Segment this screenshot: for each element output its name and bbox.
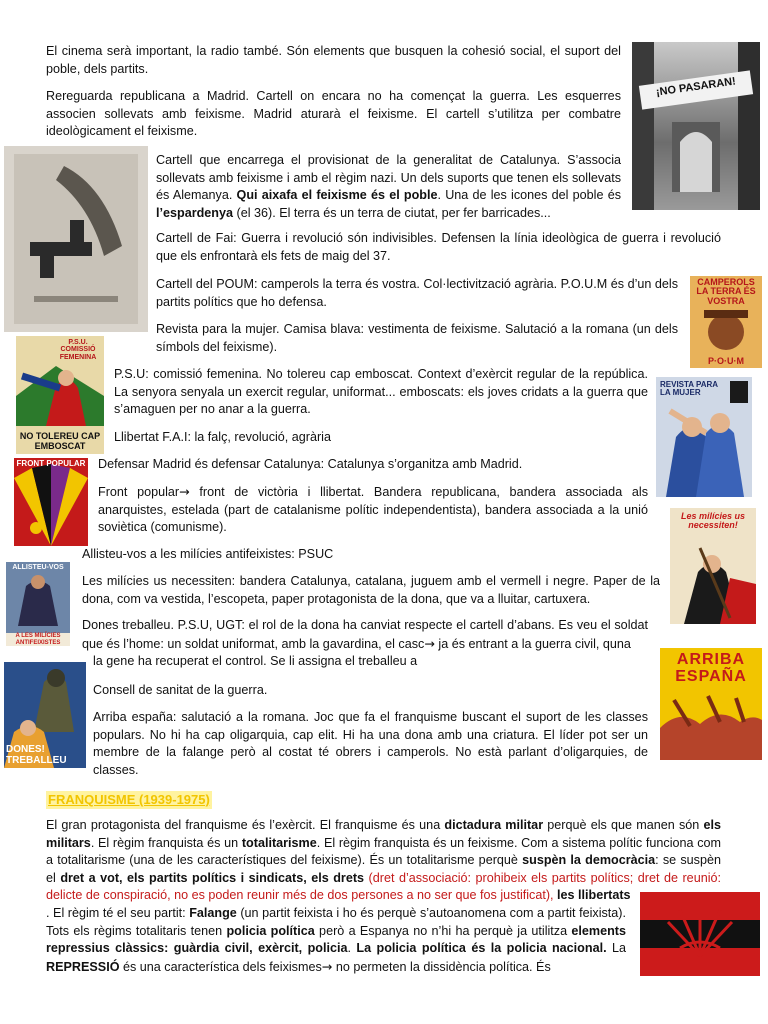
section-heading-franquisme: FRANQUISME (1939-1975) (48, 792, 210, 807)
text-segment: El gran protagonista del franquisme és l’exèrcit. El franquisme és una (46, 818, 445, 832)
text-segment: és una característica dels feixismes (119, 959, 322, 974)
psu-label: P.S.U. COMISSIÓ FEMENINA (59, 339, 97, 361)
text-red: (dret d’associació: prohibeix els partits polítics; dret de reunió: delicte de conspiració, no es poden reunir més de dos persones a no ser que fos justificat), (46, 870, 721, 902)
paragraph-rereguarda: Rereguarda republicana a Madrid. Cartell on encara no ha començat la guerra. Les esquerres associen sollevats amb feixisme. Madrid aturarà el feixisme. El cartell s’utilitza per combatre ideològicament el feixisme. (46, 89, 621, 138)
dones-treballeu-poster (4, 662, 86, 768)
paragraph-generalitat (156, 152, 621, 222)
text-bold: REPRESSIÓ (46, 959, 120, 974)
text-segment: Cartell que encarrega el provisionat de la generalitat de Catalunya. S’associa sollevats amb feixisme i amb el règim nazi. Un dels suports que tenen els sollevats és Alemanya. (156, 153, 621, 202)
paragraph-defensar-madrid: Defensar Madrid és defensar Catalunya: Catalunya s’organitza amb Madrid. (98, 457, 523, 471)
text-segment: però a Espanya no n’hi ha perquè ja utilitza (314, 923, 572, 938)
text-segment: . (347, 941, 357, 955)
text-segment: Dones treballeu. P.S.U, UGT: el rol de la dona ha canviat respecte el cartell d’abans. Es veu el soldat que és l’home: un soldat uniformat, amb la gavardina, el casc (82, 618, 648, 651)
text-segment: : se suspèn el (46, 853, 721, 885)
a-les-milicies-caption: A LES MILÍCIES ANTIFEIXISTES (6, 633, 70, 646)
text-bold: elements repressius clàssics: guàrdia civil, exèrcit, policia (46, 923, 627, 955)
allisteu-title: ALLISTEU-VOS (12, 564, 64, 571)
text-bold: totalitarisme (241, 835, 317, 850)
no-tolereu-caption: NO TOLEREU CAP EMBOSCAT (19, 431, 101, 451)
crowd-saluting-icon (660, 648, 762, 760)
arriba-title: ARRIBA ESPAÑA (675, 651, 747, 685)
text-segment: (el 36). El terra és un terra de ciutat, per fer barricades... (233, 205, 551, 220)
milicies-poster (670, 508, 756, 624)
swastika-sandal-icon (4, 146, 148, 332)
allisteu-poster (6, 562, 70, 646)
paragraph-dones (82, 617, 648, 653)
street-scene-icon (632, 42, 760, 210)
yoke-arrows-icon (640, 892, 760, 976)
text-segment: . Una de les icones del poble és (437, 188, 621, 202)
text-segment: ja és entrant a la guerra civil, quna (434, 636, 631, 651)
paragraph-allisteu: Allisteu-vos a les milícies antifeixistes: PSUC (82, 547, 334, 561)
milicies-title: Les milícies us necessiten! (680, 511, 746, 531)
paragraph-psu: P.S.U: comissió femenina. No tolereu cap emboscat. Context d’exèrcit regular de la república. La senyora senyala un exercit regular, uniformat... emboscats: els joves cridats a la guerra que s’amaguen per no anar a la guerra. (114, 367, 648, 416)
text-segment: front de victòria i llibertat. Bandera republicana, bandera associada als anarquistes, estelada (part de catalanisme polític independentista), bandera associada a la unió soviètica (comunisme). (98, 485, 648, 534)
arriba-espana-poster (660, 648, 762, 760)
no-pasaran-photo (632, 42, 760, 210)
paragraph-fai-llibertat: Llibertat F.A.I: la falç, revolució, agrària (114, 430, 331, 444)
revista-mujer-poster (656, 377, 752, 497)
paragraph-poum: Cartell del POUM: camperols la terra és vostra. Col·lectivització agrària. P.O.U.M és d’un dels partits polítics que ho defensa. (156, 277, 678, 309)
poum-poster (690, 276, 762, 368)
text-segment: no permeten la dissidència política. És (332, 959, 551, 974)
text-bold: policia política (226, 923, 315, 938)
paragraph-milicies: Les milícies us necessiten: bandera Catalunya, catalana, juguem amb el vermell i negre. Paper de la dona, com va vestida, l’escopeta, paper protagonista de la dona, que va a lluitar, cartuxera. (82, 574, 660, 606)
arrow-icon: → (424, 635, 435, 651)
text-segment: La (606, 941, 627, 955)
arrow-icon: → (179, 484, 190, 499)
no-pasaran-banner: ¡NO PASARAN! (655, 75, 737, 99)
camperols-title: CAMPEROLS LA TERRA ÉS VOSTRA (696, 277, 756, 306)
text-segment: . El règim franquista és un feixisme. Com a sistema polític funciona com a totalitarisme (una de les característiques del feixisme). És un totalitarisme perquè (46, 835, 722, 867)
text-bold: La policia política és la policia nacional. (356, 941, 607, 955)
paragraph-revista: Revista para la mujer. Camisa blava: vestimenta de feixisme. Salutació a la romana (un dels símbols del feixisme). (156, 322, 678, 354)
revista-title: REVISTA PARA LA MUJER (660, 380, 718, 398)
falange-flag (640, 892, 760, 976)
paragraph-franquisme-part1 (46, 817, 721, 905)
front-popular-title: FRONT POPULAR (16, 459, 86, 468)
paragraph-consell: Consell de sanitat de la guerra. (93, 683, 268, 697)
text-bold: dictadura militar (444, 818, 544, 832)
flags-fan-icon (14, 458, 88, 546)
women-saluting-icon (656, 377, 752, 497)
text-bold: l’espardenya (156, 205, 234, 220)
text-bold: les llibertats (557, 888, 631, 902)
paragraph-fai: Cartell de Fai: Guerra i revolució són indivisibles. Defensen la línia ideològica de guerra i revolució que els enfrontarà els fets de maig del 37. (156, 231, 721, 263)
militia-woman-icon (670, 508, 756, 624)
text-segment: . El règim té el seu partit: (46, 906, 190, 920)
paragraph-franquisme-part2 (46, 905, 626, 976)
paragraph-cinema: El cinema serà important, la radio també. Són elements que busquen la cohesió social, el suport del poble, dels partits. (46, 44, 621, 76)
espardenya-poster (4, 146, 148, 332)
paragraph-dones-cont: la gene ha recuperat el control. Se li assigna el treballeu a (93, 654, 418, 668)
poum-label: P·O·U·M (708, 355, 744, 366)
text-segment: . El règim franquista és un (90, 835, 242, 850)
arrow-icon: → (321, 958, 333, 974)
text-bold: dret a vot, els partits polítics i sindicats, els drets (60, 870, 365, 885)
text-segment: (un partit feixista i ho és perquè s’autoanomena com a partit feixista). Tots els règims totalitaris tenen (46, 906, 626, 938)
dones-caption: DONES! TREBALLEU (6, 744, 67, 766)
paragraph-arriba: Arriba españa: salutació a la romana. Joc que fa el franquisme buscant el suport de les classes populars. No hi ha cap oligarquia, cap elit. Hi ha una dona amb una criatura. El líder pot ser un membre de la falange però al costat té obrers i camperols. No està parlant d’oligarquies, de classes. (93, 710, 648, 777)
text-segment: Front popular (98, 485, 180, 499)
front-popular-poster (14, 458, 88, 546)
paragraph-front-popular (98, 483, 648, 537)
text-segment: perquè els que manen són (543, 818, 704, 832)
text-bold: els militars (46, 818, 721, 850)
text-bold: suspèn la democràcia (522, 853, 656, 867)
text-bold: Qui aixafa el feixisme és el poble (236, 188, 438, 202)
text-bold: Falange (189, 906, 237, 920)
peasant-face-icon (690, 276, 762, 368)
psu-poster (16, 336, 104, 454)
